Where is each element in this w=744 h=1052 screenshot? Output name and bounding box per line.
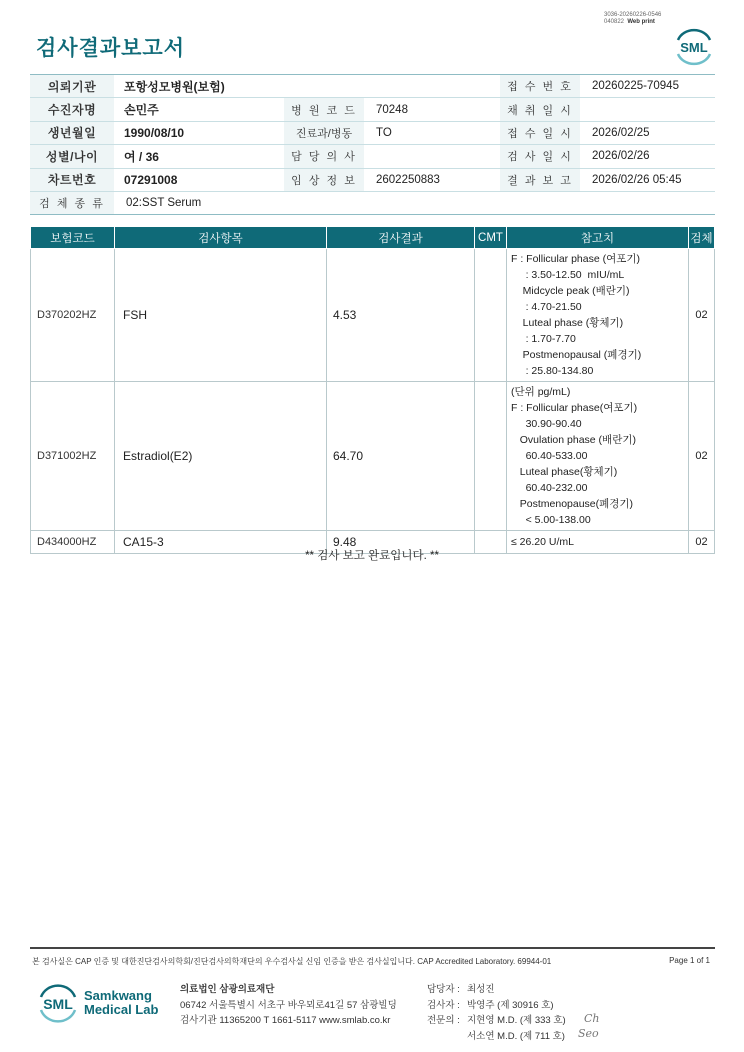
doctor-label: 담 당 의 사 bbox=[284, 145, 364, 168]
requester-value: 포항성모병원(보험) bbox=[114, 75, 500, 98]
dob-value: 1990/08/10 bbox=[114, 121, 284, 144]
row-cmt bbox=[475, 382, 507, 531]
col-test-item: 검사항목 bbox=[115, 227, 327, 249]
collect-date-label: 채 취 일 시 bbox=[500, 98, 580, 121]
receipt-no-label: 접 수 번 호 bbox=[500, 75, 580, 98]
hospital-code-value: 70248 bbox=[364, 98, 500, 121]
col-test-result: 검사결과 bbox=[327, 227, 475, 249]
manager-name: 최성진 bbox=[467, 984, 495, 995]
row-cmt bbox=[475, 249, 507, 382]
hospital-code-label: 병 원 코 드 bbox=[284, 98, 364, 121]
specialist-label: 전문의 : bbox=[427, 1015, 460, 1026]
lab-address-block bbox=[180, 982, 397, 1029]
row-result: 9.48 bbox=[327, 531, 475, 554]
report-title: 검사결과보고서 bbox=[36, 37, 186, 60]
chart-label: 차트번호 bbox=[30, 168, 114, 191]
row-test-name: CA15-3 bbox=[115, 531, 327, 554]
sml-footer-logo-icon bbox=[36, 980, 80, 1024]
specialist2-name: 서소연 M.D. (제 711 호) bbox=[467, 1030, 565, 1042]
requester-label: 의뢰기관 bbox=[30, 75, 114, 98]
sex-age-value: 여 / 36 bbox=[114, 145, 284, 168]
footer-divider bbox=[30, 947, 715, 949]
row-code: D434000HZ bbox=[31, 531, 115, 554]
sml-logo-icon bbox=[672, 26, 716, 66]
accreditation-note: 본 검사실은 CAP 인증 및 대한진단검사의학회/진단검사의학재단의 우수검사실 신임 인증을 받은 검사실입니다. CAP Accredited Laboratory. 69944-01 bbox=[32, 957, 552, 966]
test-date-label: 검 사 일 시 bbox=[500, 145, 580, 168]
report-label: 결 과 보 고 bbox=[500, 168, 580, 191]
collect-date-value bbox=[580, 98, 715, 121]
tester-name: 박영주 (제 30916 호) bbox=[467, 999, 554, 1011]
meta-line1: 3036-20260226-0546 bbox=[604, 12, 662, 18]
signature-2: Seo bbox=[578, 1027, 599, 1040]
patient-value: 손민주 bbox=[114, 98, 284, 121]
signature-1: Ch bbox=[584, 1012, 600, 1025]
row-specimen: 02 bbox=[689, 531, 715, 554]
tester-label: 검사자 : bbox=[427, 999, 460, 1011]
specialist1-name: 지현영 M.D. (제 333 호) bbox=[467, 1015, 566, 1026]
row-test-name: Estradiol(E2) bbox=[115, 382, 327, 531]
col-insurance-code: 보험코드 bbox=[31, 227, 115, 249]
manager-label: 담당자 : bbox=[427, 984, 460, 995]
row-reference: F : Follicular phase (여포기) : 3.50-12.50 mIU/mL Midcycle peak (배란기) : 4.70-21.50 Luteal phase (황체기) : 1.70-7.70 Postmenopausal (폐경기) : 25.80-134.80 bbox=[507, 249, 689, 382]
brand-line2: Medical Lab bbox=[84, 1002, 159, 1017]
print-meta bbox=[604, 12, 661, 26]
page-number: Page 1 of 1 bbox=[669, 956, 710, 965]
dept-value: TO bbox=[364, 121, 500, 144]
row-result: 64.70 bbox=[327, 382, 475, 531]
row-reference: ≤ 26.20 U/mL bbox=[507, 531, 689, 554]
receipt-date-label: 접 수 일 시 bbox=[500, 121, 580, 144]
report-value: 2026/02/26 05:45 bbox=[580, 168, 715, 191]
org-name: 의료법인 삼광의료재단 bbox=[180, 984, 275, 995]
dept-label: 진료과/병동 bbox=[284, 121, 364, 144]
specimen-value: 02:SST Serum bbox=[114, 191, 715, 214]
brand-line1: Samkwang bbox=[84, 988, 152, 1003]
meta-line2: 040822 bbox=[604, 19, 625, 25]
specimen-label: 검 체 종 류 bbox=[30, 191, 114, 214]
meta-print: Web print bbox=[627, 19, 655, 25]
dob-label: 생년월일 bbox=[30, 121, 114, 144]
report-complete-note: ** 검사 보고 완료입니다. ** bbox=[305, 550, 439, 562]
row-code: D370202HZ bbox=[31, 249, 115, 382]
receipt-no-value: 20260225-70945 bbox=[580, 75, 715, 98]
table-row bbox=[31, 249, 715, 382]
address: 06742 서울특별시 서초구 바우뫼로41길 57 삼광빌딩 bbox=[180, 999, 397, 1011]
row-test-name: FSH bbox=[115, 249, 327, 382]
contact: 검사기관 11365200 T 1661-5117 www.smlab.co.kr bbox=[180, 1015, 391, 1026]
test-date-value: 2026/02/26 bbox=[580, 145, 715, 168]
results-table bbox=[30, 226, 715, 554]
results-header-row bbox=[31, 227, 715, 249]
receipt-date-value: 2026/02/25 bbox=[580, 121, 715, 144]
brand-name bbox=[84, 989, 158, 1017]
staff-block bbox=[427, 982, 566, 1044]
col-cmt: CMT bbox=[475, 227, 507, 249]
row-specimen: 02 bbox=[689, 382, 715, 531]
logo-text: SML bbox=[680, 40, 708, 55]
row-specimen: 02 bbox=[689, 249, 715, 382]
col-reference: 참고치 bbox=[507, 227, 689, 249]
row-result: 4.53 bbox=[327, 249, 475, 382]
clinical-value: 2602250883 bbox=[364, 168, 500, 191]
clinical-label: 임 상 정 보 bbox=[284, 168, 364, 191]
footer-logo-text: SML bbox=[43, 996, 73, 1012]
patient-label: 수진자명 bbox=[30, 98, 114, 121]
table-row bbox=[31, 382, 715, 531]
doctor-value bbox=[364, 145, 500, 168]
col-specimen: 검체 bbox=[689, 227, 715, 249]
sex-age-label: 성별/나이 bbox=[30, 145, 114, 168]
row-code: D371002HZ bbox=[31, 382, 115, 531]
row-reference: (단위 pg/mL) F : Follicular phase(여포기) 30.90-90.40 Ovulation phase (배란기) 60.40-533.00 Luteal phase(황체기) 60.40-232.00 Postmenopause(폐경기) < 5.00-138.00 bbox=[507, 382, 689, 531]
chart-value: 07291008 bbox=[114, 168, 284, 191]
patient-info-table bbox=[30, 74, 715, 215]
